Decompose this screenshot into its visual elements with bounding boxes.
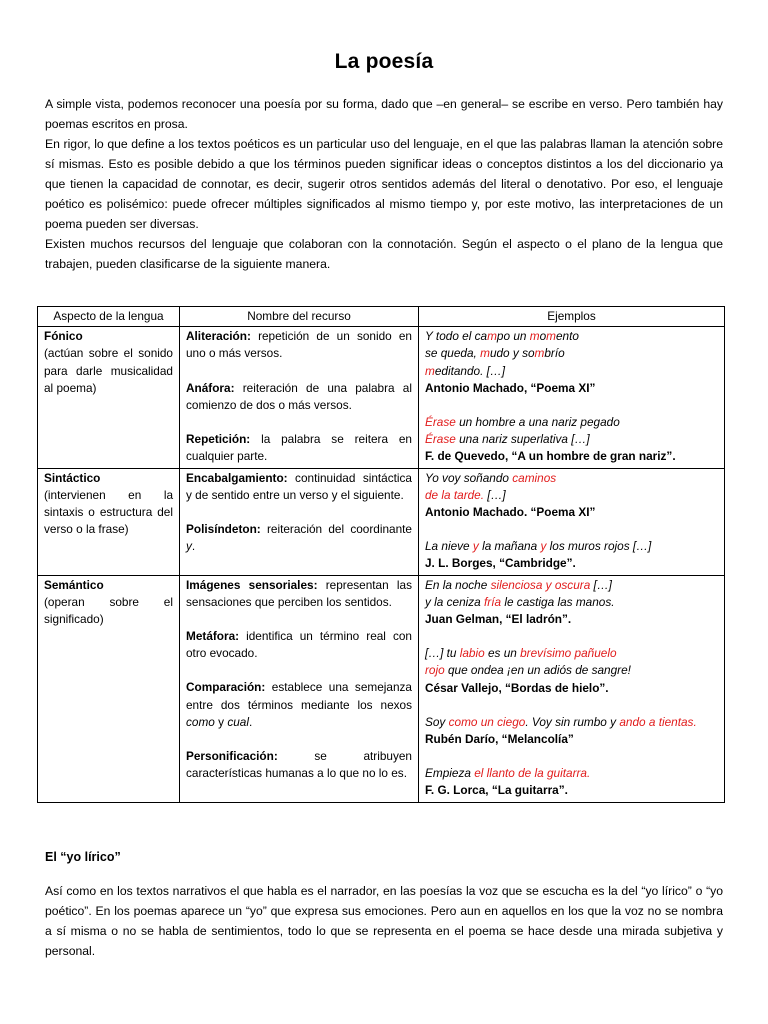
highlighted-fragment: m: [534, 346, 545, 361]
section-heading: El “yo lírico”: [45, 850, 121, 864]
example-source: Antonio Machado. “Poema XI”: [425, 505, 596, 520]
resource-name: Comparación:: [186, 680, 266, 695]
verse-line: [425, 431, 718, 448]
verse-fragment: una nariz superlativa […]: [455, 432, 590, 447]
aspect-cell: [38, 327, 180, 468]
highlighted-fragment: caminos: [512, 470, 557, 485]
highlighted-fragment: m: [425, 363, 435, 378]
example-cell: [419, 327, 725, 468]
aspect-name: Semántico: [44, 577, 104, 592]
intro-paragraph: Existen muchos recursos del lenguaje que colaboran con la connotación. Según el aspecto o el plano de la lengua que trabajen, pueden clasificarse de la siguiente manera.: [45, 237, 723, 271]
resource-name: Metáfora:: [186, 629, 240, 644]
aspect-description: (intervienen en la sintaxis o estructura del verso o la frase): [44, 487, 173, 537]
verse-fragment: […] tu: [425, 646, 460, 661]
verse-fragment: Soy: [425, 714, 449, 729]
page-title: La poesía: [334, 50, 434, 73]
verse-line: [425, 363, 718, 380]
verse-fragment: […]: [484, 487, 506, 502]
intro-text: [45, 94, 723, 274]
resource-name: Polisíndeton:: [186, 522, 261, 537]
resource-name: Aliteración:: [186, 329, 251, 344]
highlighted-fragment: m: [546, 329, 556, 344]
resource-item: [186, 577, 412, 611]
highlighted-fragment: y: [472, 539, 479, 554]
table-row: [38, 575, 725, 802]
example-source: Juan Gelman, “El ladrón”.: [425, 612, 572, 627]
verse-line: [425, 577, 718, 594]
resource-description: representan las sensaciones que perciben los sentidos.: [186, 577, 412, 609]
resource-item: [186, 679, 412, 731]
aspect-name: Sintáctico: [44, 470, 101, 485]
resource-item: [186, 328, 412, 362]
verse-fragment: La nieve: [425, 539, 473, 554]
verse-fragment: Empieza: [425, 766, 475, 781]
verse-line: [425, 470, 718, 487]
table-header-row: [38, 307, 725, 327]
verse-fragment: ento: [555, 329, 579, 344]
verse-fragment: los muros rojos […]: [546, 539, 652, 554]
resource-description: establece una semejanza entre dos términos mediante los nexos: [186, 680, 412, 712]
resource-name: Anáfora:: [186, 380, 235, 395]
example-quote: [425, 714, 718, 748]
intro-paragraph: A simple vista, podemos reconocer una poesía por su forma, dado que –en general– se escribe en verso. Pero también hay poemas escritos en prosa.: [45, 97, 723, 131]
verse-fragment: le castiga las manos.: [501, 594, 615, 609]
verse-fragment: brío: [544, 346, 565, 361]
section-body: Así como en los textos narrativos el que habla es el narrador, en las poesías la voz que se escucha es la del “yo lírico” o “yo poético”. En los poemas aparece un “yo” que expresa sus emociones. Pero aun en aquellos en los que la voz no se nombra a sí misma o no se habla de sentimientos, todo lo que se representa en el poema se hace desde una mirada subjetiva y personal.: [45, 884, 723, 958]
verse-line: [425, 662, 718, 679]
resource-name: Repetición:: [186, 432, 251, 447]
example-quote: [425, 645, 718, 697]
example-cell: [419, 468, 725, 575]
resource-description: cual: [227, 714, 249, 729]
resource-description: .: [248, 714, 253, 729]
highlighted-fragment: fría: [484, 594, 502, 609]
verse-fragment: un hombre a una nariz pegado: [455, 415, 620, 430]
highlighted-fragment: rojo: [425, 663, 445, 678]
resource-item: [186, 470, 412, 504]
verse-line: [425, 487, 718, 504]
resource-description: y: [214, 714, 228, 729]
resource-description: identifica un término real con otro evocado.: [186, 629, 412, 661]
verse-fragment: . Voy sin rumbo y: [525, 714, 620, 729]
verse-line: [425, 538, 718, 555]
verse-fragment: que ondea ¡en un adiós de sangre!: [444, 663, 631, 678]
verse-fragment: po un: [496, 329, 530, 344]
resource-item: [186, 431, 412, 465]
highlighted-fragment: ando a tientas.: [619, 714, 697, 729]
highlighted-fragment: de la tarde.: [425, 487, 485, 502]
verse-fragment: Y todo el ca: [425, 329, 488, 344]
example-source: Antonio Machado, “Poema XI”: [425, 380, 596, 395]
resource-cell: [180, 327, 419, 468]
example-source: F. de Quevedo, “A un hombre de gran nariz”.: [425, 449, 676, 464]
resource-description: reiteración de una palabra al comienzo de dos o más versos.: [186, 380, 412, 412]
example-quote: [425, 470, 718, 522]
table-row: [38, 468, 725, 575]
resource-description: la palabra se reitera en cualquier parte.: [186, 432, 412, 464]
resources-table: [37, 306, 725, 803]
verse-line: [425, 765, 718, 782]
aspect-description: (operan sobre el significado): [44, 594, 173, 627]
highlighted-fragment: y: [540, 539, 547, 554]
resource-item: [186, 748, 412, 782]
resource-item: [186, 380, 412, 414]
example-quote: [425, 538, 718, 572]
table-row: [38, 327, 725, 468]
highlighted-fragment: m: [480, 346, 490, 361]
header-examples: Ejemplos: [419, 307, 725, 327]
highlighted-fragment: el llanto de la guitarra.: [474, 766, 591, 781]
aspect-cell: [38, 468, 180, 575]
table-body: [38, 327, 725, 802]
highlighted-fragment: labio: [459, 646, 485, 661]
highlighted-fragment: como un ciego: [448, 714, 526, 729]
example-source: J. L. Borges, “Cambridge”.: [425, 556, 576, 571]
verse-fragment: o: [539, 329, 547, 344]
resource-name: Encabalgamiento:: [186, 470, 288, 485]
aspect-name: Fónico: [44, 329, 83, 344]
resource-description: y: [186, 539, 192, 554]
example-source: César Vallejo, “Bordas de hielo”.: [425, 680, 609, 695]
resource-name: Imágenes sensoriales:: [186, 577, 318, 592]
highlighted-fragment: silenciosa y oscura: [490, 577, 591, 592]
verse-fragment: Yo voy soñando: [425, 470, 513, 485]
example-source: F. G. Lorca, “La guitarra”.: [425, 783, 568, 798]
highlighted-fragment: m: [487, 329, 497, 344]
verse-fragment: udo y so: [489, 346, 535, 361]
highlighted-fragment: m: [529, 329, 540, 344]
verse-fragment: se queda,: [425, 346, 481, 361]
verse-fragment: es un: [484, 646, 521, 661]
verse-fragment: […]: [590, 577, 612, 592]
intro-paragraph: En rigor, lo que define a los textos poéticos es un particular uso del lenguaje, en el que las palabras llaman la atención sobre sí mismas. Esto es posible debido a que los términos pueden significar ideas o conceptos distintos a los del diccionario ya que tienen la capacidad de connotar, es decir, sugerir otros sentidos además del literal o denotativo. Por eso, el lenguaje poético es polisémico: puede ofrecer múltiples significados al mismo tiempo y, por este motivo, las interpretaciones de un poema pueden ser diversas.: [45, 137, 723, 231]
resource-description: como: [186, 714, 215, 729]
example-quote: [425, 577, 718, 629]
example-quote: [425, 328, 718, 397]
resource-description: repetición de un sonido en uno o más versos.: [186, 329, 412, 361]
resource-description: se atribuyen características humanas a lo que no lo es.: [186, 749, 412, 781]
resource-description: .: [191, 539, 196, 554]
header-resource: Nombre del recurso: [180, 307, 419, 327]
resource-description: reiteración del coordinante: [260, 522, 412, 537]
example-quote: [425, 414, 718, 466]
verse-fragment: En la noche: [425, 577, 491, 592]
verse-line: [425, 594, 718, 611]
verse-fragment: editando. […]: [434, 363, 505, 378]
resource-name: Personificación:: [186, 749, 278, 764]
verse-fragment: la mañana: [478, 539, 541, 554]
header-aspect: Aspecto de la lengua: [38, 307, 180, 327]
aspect-cell: [38, 575, 180, 802]
verse-fragment: y la ceniza: [425, 594, 485, 609]
example-cell: [419, 575, 725, 802]
example-quote: [425, 765, 718, 799]
verse-line: [425, 414, 718, 431]
resource-cell: [180, 575, 419, 802]
example-source: Rubén Darío, “Melancolía”: [425, 732, 574, 747]
resource-item: [186, 521, 412, 555]
verse-line: [425, 645, 718, 662]
resource-item: [186, 628, 412, 662]
highlighted-fragment: brevísimo pañuelo: [520, 646, 617, 661]
resource-description: continuidad sintáctica y de sentido entre un verso y el siguiente.: [186, 470, 412, 502]
aspect-description: (actúan sobre el sonido para darle musicalidad al poema): [44, 346, 173, 395]
verse-line: [425, 714, 718, 731]
highlighted-fragment: Érase: [425, 415, 456, 430]
highlighted-fragment: Érase: [425, 432, 456, 447]
verse-line: [425, 328, 718, 345]
resource-cell: [180, 468, 419, 575]
verse-line: [425, 345, 718, 362]
